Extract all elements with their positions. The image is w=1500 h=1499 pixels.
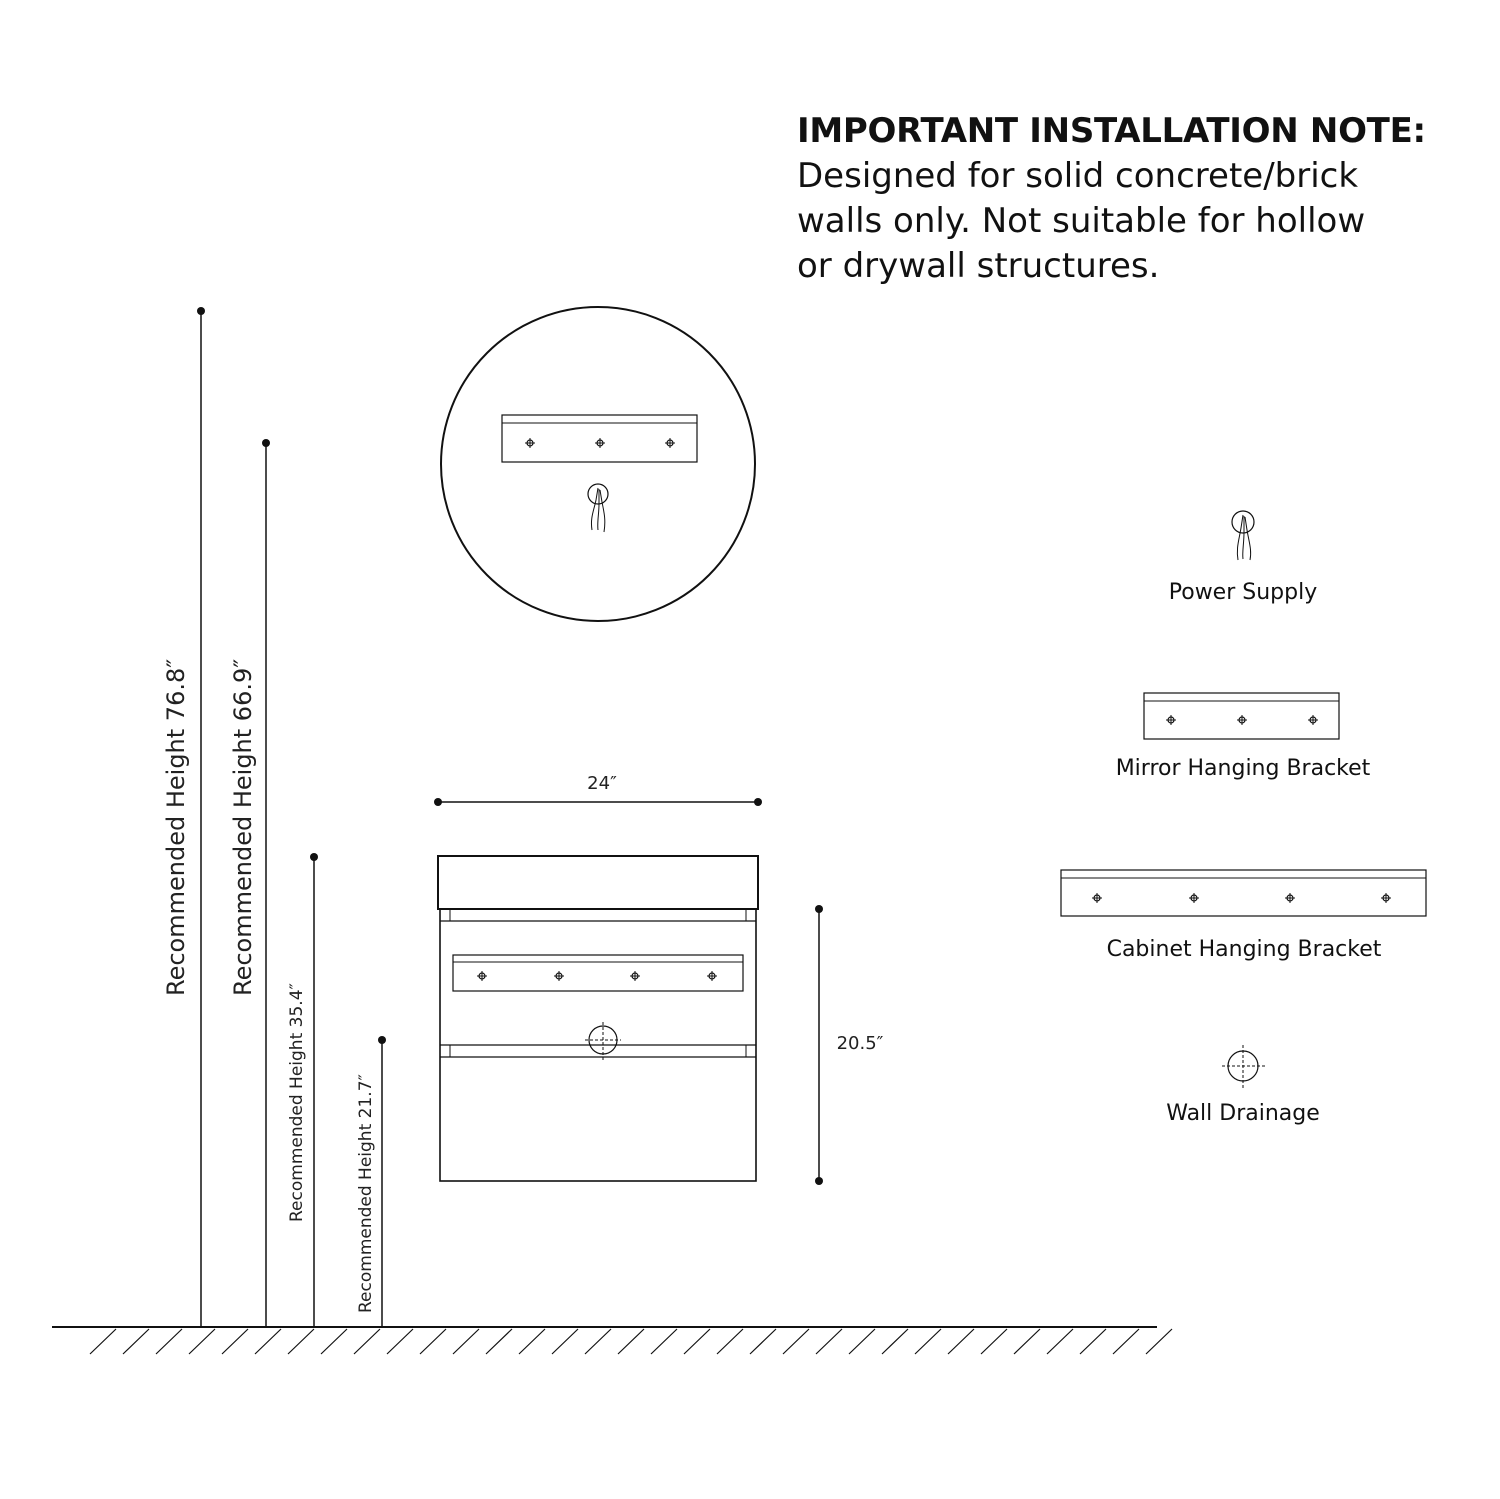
floor-hatch-mark (783, 1329, 809, 1354)
round-mirror (441, 307, 755, 621)
floor-hatch-mark (717, 1329, 743, 1354)
cabinet-hanging-bracket-icon (1061, 870, 1426, 916)
floor-hatch-mark (981, 1329, 1007, 1354)
wall-drainage-on-cabinet (585, 1022, 621, 1060)
legend-wall-drainage-label: Wall Drainage (1166, 1101, 1320, 1126)
height-label-35-4: Recommended Height 35.4″ (287, 983, 307, 1222)
width-label: 24″ (587, 773, 617, 794)
floor-hatch-mark (354, 1329, 380, 1354)
floor-hatch-mark (618, 1329, 644, 1354)
floor-hatch-mark (90, 1329, 116, 1354)
legend-cabinet-bracket-label: Cabinet Hanging Bracket (1106, 937, 1382, 962)
note-line: or drywall structures. (797, 246, 1160, 286)
floor-hatch-mark (486, 1329, 512, 1354)
note-line: Designed for solid concrete/brick (797, 156, 1359, 196)
height-line-76-8 (197, 307, 205, 1327)
floor-hatch-mark (189, 1329, 215, 1354)
floor-hatch-mark (420, 1329, 446, 1354)
height-label-76-8: Recommended Height 76.8″ (162, 658, 190, 996)
height-dimension (815, 905, 823, 1185)
floor-hatch-mark (1113, 1329, 1139, 1354)
floor-hatch-mark (156, 1329, 182, 1354)
height-label-21-7: Recommended Height 21.7″ (356, 1074, 376, 1313)
floor-hatch-mark (288, 1329, 314, 1354)
floor-hatch-mark (453, 1329, 479, 1354)
mirror-hanging-bracket-icon (1144, 693, 1339, 739)
note-line: walls only. Not suitable for hollow (797, 201, 1366, 241)
mirror-bracket-on-mirror (502, 415, 697, 462)
floor-hatch-mark (1014, 1329, 1040, 1354)
height-label-66-9: Recommended Height 66.9″ (229, 658, 257, 996)
wall-drainage-icon (1222, 1045, 1266, 1088)
legend-mirror-bracket-label: Mirror Hanging Bracket (1115, 756, 1371, 781)
note-title: IMPORTANT INSTALLATION NOTE: (797, 111, 1426, 151)
note-body (797, 154, 1477, 289)
height-line-66-9 (262, 439, 270, 1327)
floor-hatch-mark (1146, 1329, 1172, 1354)
sink-top (438, 856, 758, 909)
floor-hatch-mark (1047, 1329, 1073, 1354)
floor-hatch-mark (552, 1329, 578, 1354)
floor-hatch-mark (948, 1329, 974, 1354)
cabinet-bracket-on-cabinet (453, 955, 743, 991)
floor-hatch-mark (651, 1329, 677, 1354)
floor-hatch-mark (750, 1329, 776, 1354)
installation-note (797, 108, 1477, 289)
height-label: 20.5″ (836, 1033, 884, 1054)
power-supply-icon (1232, 511, 1254, 560)
floor-hatch-mark (222, 1329, 248, 1354)
width-dimension (434, 798, 762, 806)
height-line-35-4 (310, 853, 318, 1327)
floor-hatch-mark (519, 1329, 545, 1354)
floor-hatch-mark (1080, 1329, 1106, 1354)
power-supply-on-mirror (588, 484, 608, 532)
floor-line (52, 1327, 1172, 1354)
floor-hatch-mark (915, 1329, 941, 1354)
floor-hatch-mark (321, 1329, 347, 1354)
floor-hatch-mark (684, 1329, 710, 1354)
floor-hatch-mark (123, 1329, 149, 1354)
floor-hatch-mark (882, 1329, 908, 1354)
floor-hatch-mark (585, 1329, 611, 1354)
floor-hatch-mark (387, 1329, 413, 1354)
floor-hatch-mark (849, 1329, 875, 1354)
legend-power-supply-label: Power Supply (1168, 580, 1318, 605)
vanity-cabinet (438, 856, 758, 1181)
floor-hatch-mark (255, 1329, 281, 1354)
height-line-21-7 (378, 1036, 386, 1327)
floor-hatch-mark (816, 1329, 842, 1354)
